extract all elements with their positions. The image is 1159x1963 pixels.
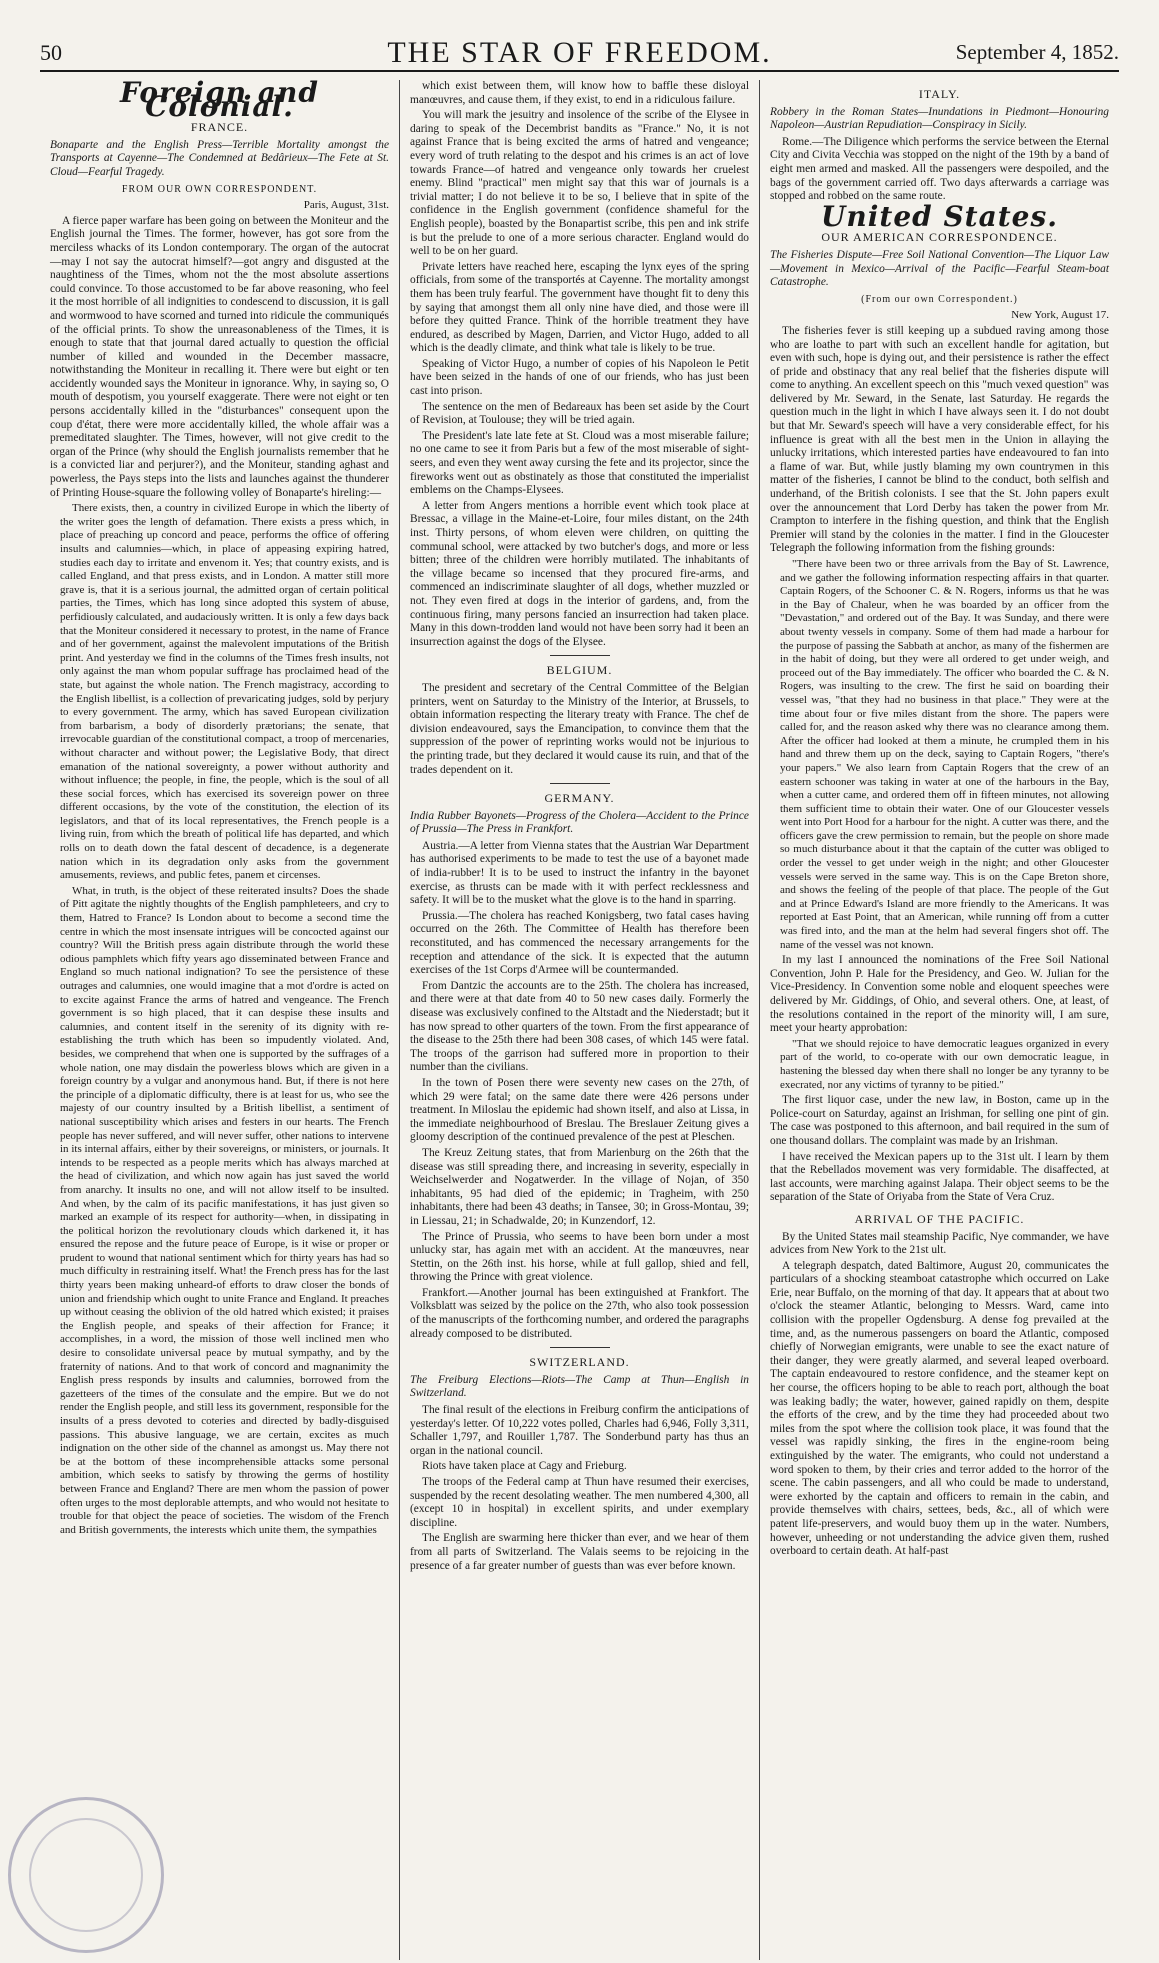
article-paragraph: There exists, then, a country in civilized Europe in which the liberty of the writer goes the length of defamation. There exists a press which, in place of preaching up concord and peace, performs the office of offering insults and calumnies—which, in place of appeasing expiring hatred, studies each day to irritate and envenom it. Yes; that country exists, and is called England, and that press exists, and in London. A matter still more grave is, that it is a serious journal, the admitted organ of certain political parties, the Times, which has long since adopted this system of abuse, perfidiously calculated, and audaciously written. It is only a few days back that the Moniteur considered it necessary to protest, in the name of France and of her government, against the malevolent imputations of the British print. And yesterday we find in the columns of the Times fresh insults, not only against the man whom popular suffrage has proclaimed head of the state, but against the whole nation. The French magistracy, according to the English libellist, is a collection of prevaricating judges, sold by perjury to every government. The army, which has saved European civilization from barbarism, a body of disorderly prætorians; the senate, that irrevocable guardian of the constitutional compact, a troop of mercenaries, without character and without power; the Legislative Body, that direct emanation of the national sovereignty, a power without authority and without influence; the people, in fine, the people, which is the soul of all these social forces, which has exercised its sovereign power on three different occasions, by the vote of the constitution, the election of its legislators, and that of its local representatives, the French people is a living ruin, from which the breath of political life has departed, and which rolls on to death down the fatal descent of decadence, is a degenerate nation which in its degradation only asks from the government amusements, reviews, and public fetes, panem et circenses. [60,502,389,882]
article-paragraph: From Dantzic the accounts are to the 25th. The cholera has increased, and there were at that date from 40 to 50 new cases daily. Formerly the disease was exclusively confined to the Altstadt and the Niederstadt; but it has now spread to other quarters of the town. From the first appearance of the disease to the 25th there had been 308 cases, of which 145 were fatal. The troops of the garrison had suffered more in proportion to their number than the civilians. [410,979,749,1074]
article-paragraph: The sentence on the men of Bedareaux has been set aside by the Court of Revision, at Toulouse; they will be tried again. [410,400,749,427]
us-summary: The Fisheries Dispute—Free Soil National Convention—The Liquor Law—Movement in Mexico—Arrival of the Pacific—Fearful Steam-boat Catastrophe. [770,248,1109,289]
article-paragraph: Riots have taken place at Cagy and Frieburg. [422,1460,627,1473]
page-number: 50 [40,40,62,65]
section-head-united-states: United States. [820,199,1059,233]
article-paragraph: Austria.—A letter from Vienna states that the Austrian War Department has authorised experiments to be made to test the use of a bayonet made of india-rubber! It is to be used to instruct the infantry in the bayonet exercise, as thrusts can be made with it with perfect recklessness and safety. It will be to the musket what the glove is to the hand in sparring. [410,839,749,907]
column-1 [40,80,399,1960]
us-correspondence-title: OUR AMERICAN CORRESPONDENCE. [821,230,1058,245]
article-paragraph: "There have been two or three arrivals from the Bay of St. Lawrence, and we gather the following information respecting affairs in that quarter. Captain Rogers, of the Schooner C. & N. Rogers, informs us that he was in the Bay of Chaleur, when he was boarded by an officer from the "Devastation," and ordered out of the Bay. It was Sunday, and there were about twenty vessels in company. Some of them had made a harbour for the purpose of passing the Sabbath at anchor, as many of the fishermen are in the habit of doing, but they were all ordered to get under weigh, and proceed out of the Bay immediately. The officer who boarded the C. & N. Rogers, was insulting to the crew. The first he said on boarding their vessel was, "that they had no business in that place." They were at the time about four or five miles distant from the shore. The papers were called for, and the reason asked why there was no clearance among them. After the officer had looked at them a minute, he crumpled them in his hand and threw them up on the deck, saying to Captain Rogers, "there's your papers." We also learn from Captain Rogers that the crew of an eastern schooner was taking in water at one of the harbours in the Bay, when a cutter came, and ordered them off in fifteen minutes, not allowing them sufficient time to obtain their water. One of our Gloucester vessels went into Port Hood for a harbour for the night. A cutter was there, and the officers gave the crew permission to remain, but the people on shore made so much disturbance about it that the captain of the cutter was obliged to order the vessel to get under weigh in the night; and other Gloucester vessels were served in the same way. This is on the Cape Breton shore, and shows the feeling of the people of that place. The people of the Gut and at Prince Edward's Island are more friendly to the Americans. It was reported at East Point, that an American, while running off from a cutter was fired into, and the man at the helm had several fingers shot off. The name of the vessel was not known. [780,558,1110,951]
section-head-foreign: Foreign and Colonial. [120,80,319,123]
france-title: FRANCE. [190,120,249,135]
divider [550,655,610,656]
article-paragraph: The Prince of Prussia, who seems to have been born under a most unlucky star, has again met with an accident. At the manœuvres, near Stettin, on the 26th inst. his horse, while at full gallop, shied and fell, throwing the Prince with great violence. [410,1230,749,1284]
germany-summary: India Rubber Bayonets—Progress of the Cholera—Accident to the Prince of Prussia—The Press in Frankfort. [410,809,749,836]
article-paragraph: The fisheries fever is still keeping up a subdued raving among those who are loathe to part with such an excellent handle for agitation, but even with such, hope is dying out, and their persistence is rather the effect of pride and obstinacy that any real belief that the fisheries dispute will come to anything. An excellent speech on this "much vexed question" was delivered by Mr. Seward, in the Senate, last Saturday. He regards the question much in the light in which I have always seen it. I do not doubt but that Mr. Seward's speech will have a very considerable effect, for his influence is great with all the best men in the Union in allaying the unlucky irritations, which interested parties have endeavoured to fan into a flame of war. But, while justly blaming my own countrymen in this matter of the fisheries, I cannot be blind to the conduct, both selfish and underhand, of the British colonists. I see that the St. John papers exult over the announcement that Lord Derby has taken the power from Mr. Crampton to interfere in the fishing question, and think that the English Premier will stand by the colonies in the matter. I find in the Gloucester Telegraph the following information from the fishing grounds: [770,324,1109,555]
switzerland-summary: The Freiburg Elections—Riots—The Camp at Thun—English in Switzerland. [410,1373,749,1400]
article-paragraph: I have received the Mexican papers up to the 31st ult. I learn by them that the Rebellados movement was very formidable. The disaffected, at last accounts, were marching against Jalapa. Their object seems to be the separation of the State of Oriyaba from the State of Vera Cruz. [770,1150,1109,1204]
article-paragraph: A letter from Angers mentions a horrible event which took place at Bressac, a village in the Maine-et-Loire, four miles distant, on the 24th inst. Thirty persons, of whom eleven were children, on quitting the communal school, were attacked by two butcher's dogs, and more or less bitten; three of the children were horribly mutilated. The inhabitants of the village became so incensed that they procured fire-arms, and commenced an indiscriminate slaughter of all dogs, whether muzzled or not. They even fired at dogs in the interior of gardens, and, from the continuous firing, many persons fancied an insurrection had taken place. Many in this down-trodden land would not have been sorry had it been an insurrection against the dogs of the Elysee. [410,499,749,648]
column-2 [399,80,759,1960]
france-source: FROM OUR OWN CORRESPONDENT. [121,183,318,195]
article-paragraph: In my last I announced the nominations of the Free Soil National Convention, John P. Hale for the Presidency, and Geo. W. Julian for the Vice-Presidency. In Convention some noble and eloquent speeches were delivered by Mr. Giddings, of Ohio, and several others. One, at least, of the resolutions contained in the report of the minority will, I am sure, meet your hearty approbation: [770,954,1109,1035]
article-paragraph: which exist between them, will know how to baffle these disloyal manœuvres, and cause them, if they exist, to end in a ridiculous failure. [410,80,749,106]
article-paragraph: A telegraph despatch, dated Baltimore, August 20, communicates the particulars of a shocking steamboat catastrophe which occurred on Lake Erie, near Buffalo, on the morning of that day. It appears that at about two o'clock the steamer Atlantic, belonging to Messrs. Ward, came into collision with the propeller Ogdensburg. A dense fog prevailed at the time, and, as the numerous passengers on board the Atlantic, composed chiefly of Norwegian emigrants, were unable to see the exact nature of their danger, they were greatly alarmed, and several leaped overboard. The captain endeavoured to restore confidence, and the steamer kept on her course, the officers hoping to be able to reach port, although the boat was leaking badly; the water, however, gained rapidly on them, despite the efforts of the crew, and by the time they had proceeded about two miles from the spot where the collision took place, it was found that the vessel was rapidly sinking, the fires in the engine-room being extinguished by the water. The emigrants, who could not understand a word spoken to them, by their cries and terror added to the horror of the scene. The cabin passengers, and all who could be made to understand, were exhorted by the captain and officers to remain in the cabin, and provide themselves with chairs, settees, beds, &c., all of which were patent life-preservers, and would buoy them up in the water. Numbers, however, unheeding or not understanding the advice given them, rushed overboard to certain death. At half-past [770,1259,1109,1558]
masthead [40,0,1119,72]
article-paragraph: You will mark the jesuitry and insolence of the scribe of the Elysee in daring to speak of the Decembrist bandits as "France." No, it is not against France that is being excited the arms of hatred and vengeance; every word of truth relating to the despot and his crimes is an act of love towards France—of hatred and vengeance only towards her cruelest enemy. Blind "practical" men might say that this war of journals is a trivial matter; I do not believe it to be so, I believe that in spite of the confidence in the English government (confidence shameful for the English people), boasted by the Bonapartist scribe, this pen and ink strife is but the prelude to one of a more serious character. England would do well to be on her guard. [410,109,749,258]
article-paragraph: By the United States mail steamship Pacific, Nye commander, we have advices from New York to the 21st ult. [770,1230,1109,1257]
divider [550,783,610,784]
article-paragraph: What, in truth, is the object of these reiterated insults? Does the shade of Pitt agitate the nightly thoughts of the English pamphleteers, and cry to them, Hatred to France? Is London about to become a second time the centre in which the most insensate intrigues will be concocted against our country? Will the British press again distribute through the world these odious pamphlets which fifty years ago disseminated between France and England so much national indignation? To see the persistence of these outrages and calumnies, one would imagine that a mot d'ordre is acted on to excite against France the arms of hatred and vengeance. The French government is so high placed, that it can despise these insults and calumnies, and content itself in the serenity of its dignity with re-establishing the truth which has been so impudently violated. And, besides, we comprehend that when one is supported by the suffrages of a whole nation, one may disdain the powerless blows which are given in a foreign country by a vulgar and anonymous hand. But, if there is not here the principle of a diplomatic difficulty, there is at least for us, who see the majesty of our country insulted by a British libellist, a sentiment of national susceptibility which arises and festers in our hearts. The French people has never suffered, and will never suffer, other nations to intervene in its internal affairs, either by their sovereigns, or ministers, or journals. It intends to be respected as a people merits which has always marched at the head of civilization, and which now again has just saved the world from anarchy. It insults no one, and will not allow itself to be insulted. And when, by the calm of its pacific manifestations, it has just given so marked an example of its respect for authority—when, in dissipating in the political horizon the revolutionary clouds which darkened it, it has ensured the repose and the future peace of Europe, is it wise or proper or prudent to wound that national sentiment which for thirty years has had so much difficulty in restraining itself. What! the French press has for the last thirty years been making unheard-of efforts to draw closer the bonds of union and friendship which ought to unite France and England. It preaches up without ceasing the oblivion of the old hatred which existed; it praises the English people, and speaks of their affection for France; it accomplishes, in a word, the mission of those well inclined men who desire to consolidate universal peace by mutual sympathy, and by the fraternity of nations. And to that work of concord and magnanimity the English press responds by insults and calumnies, borrowed from the gazetteers of the times of the consulate and the empire. But we do not render the English people, and still less its government, responsible for the insults of a press devoted to coteries and directed by badly-disguised passions. This abusive language, we are certain, excites as much indignation on the other side of the channel as amongst us. May there not be at the bottom of these incomprehensible attacks some personal ambition, which seeks to satisfy by throwing the germs of hostility between France and England? There are men whom the passion of power often urges to the most deplorable attempts, and who would not hesitate to trouble for that object the peace of societies. The wisdom of the French and British governments, the interests which unite them, the sympathies [60,884,389,1536]
pacific-title: ARRIVAL OF THE PACIFIC. [854,1211,1025,1226]
issue-date: September 4, 1852. [955,40,1119,64]
article-paragraph: The Kreuz Zeitung states, that from Marienburg on the 26th that the disease was still spreading there, and increasing in severity, especially in Weichselwerder and Nogatwerder. In the village of Nojan, of 350 inhabitants, 95 had died of the epidemic; in Tragheim, with 250 inhabitants, there had been 43 deaths; in Tansee, 30; in Gross-Montau, 39; in Liessau, 21; in Schadwalde, 20; in Kunzendorf, 12. [410,1146,749,1227]
article-paragraph: Speaking of Victor Hugo, a number of copies of his Napoleon le Petit have been seized in the hands of one of our friends, who has just been cast into prison. [410,357,749,398]
divider [550,1347,610,1348]
article-paragraph: "That we should rejoice to have democratic leagues organized in every part of the world, to co-operate with our own democratic league, in hastening the blessed day when there shall no longer be any tyranny to be execrated, nor any victims of tyranny to be pitied." [780,1037,1109,1091]
column-3 [759,80,1119,1960]
article-paragraph: Private letters have reached here, escaping the lynx eyes of the spring officials, from some of the transportés at Cayenne. The mortality amongst them has been truly fearful. The government have thought fit to deny this by saying that amongst them all only nine have died, and those were ill before they quitted France. Think of the horrible treatment they have endured, as described by Magen, Darrien, and Victor Hugo, added to all which is the deadly climate, and think what tale is likely to be true. [410,260,749,355]
italy-title: ITALY. [918,87,961,101]
france-place: Paris, August, 31st. [303,199,389,212]
article-paragraph: Prussia.—The cholera has reached Konigsberg, two fatal cases having occurred on the 26th. The Committee of Health has therefore been reconstituted, and has commenced the necessary arrangements for the reception and attendance of the sick. It is expected that the autumn exercises of the 1st Corps d'Armee will be countermanded. [410,909,749,977]
article-paragraph: The first liquor case, under the new law, in Boston, came up in the Police-court on Saturday, against an Irishman, for selling one pint of gin. The case was postponed to this afternoon, and bail required in the sum of one thousand dollars. The complaint was made by an Irishman. [770,1094,1109,1147]
newspaper-title: THE STAR OF FREEDOM. [387,36,772,69]
article-paragraph: A fierce paper warfare has been going on between the Moniteur and the English journal the Times. The former, however, has got sore from the merciless whacks of its London contemporary. The organ of the autocrat—may I not say the autocrat himself?—got angry and disgusted at the naughtiness of the Times, whom not the the most absolute assertions could convince. To those accustomed to be far above reasoning, who feel it the most horrible of all indignities to condescend to discussion, it is gall and wormwood to have scorned and turned into ridicule the communiqués of the official prints. To show the unreasonableness of the Times, it is enough to state that that journal dared actually to question the official number of killed and wounded in the December massacre, notwithstanding the Moniteur in recalling it. There were but eight or ten accidently wounded says the Moniteur in ignorance. Why, in saying so, O mouth of despotism, you yourself exaggerate. There were not eight or ten persons accidentally killed in the "disturbances" consequent upon the coup d'état, there were more accidentally killed, the whole affair was a premeditated slaughter. The Times, however, will not give credit to the organ of the Prince (why should the English journalists remember that he is a convicted liar and perjurer?), and the Moniteur, standing aghast and powerless, the Pays steps into the lists and launches against the thunderer of Printing House-square the following volley of Bonaparte's hireling:— [50,214,389,499]
france-summary: Bonaparte and the English Press—Terrible Mortality amongst the Transports at Cayenne—The Condemned at Bedârieux—The Fete at St. Cloud—Fearful Tragedy. [50,138,389,178]
italy-summary: Robbery in the Roman States—Inundations in Piedmont—Honouring Napoleon—Austrian Repudiation—Conspiracy in Sicily. [770,105,1109,132]
article-paragraph: Frankfort.—Another journal has been extinguished at Frankfort. The Volksblatt was seized by the police on the 27th, who also took possession of the manuscripts of the forthcoming number, and ordered the paragraphs already composed to be distributed. [410,1286,749,1340]
article-paragraph: Rome.—The Diligence which performs the service between the Eternal City and Civita Vecchia was stopped on the night of the 19th by a band of eight men armed and masked. All the passengers were despoiled, and the bags of the government carried off. Two days afterwards a carriage was stopped and robbed on the same route. [770,135,1109,203]
columns [40,80,1119,1960]
article-paragraph: The president and secretary of the Central Committee of the Belgian printers, went on Saturday to the Ministry of the Interior, at Brussels, to obtain information respecting the literary treaty with France. The chef de division endeavoured, says the Emancipation, to convince them that the suppression of the power of reprinting works would not be injurious to the printing trade, but they declared it would cause its ruin, and that of the trades dependent on it. [410,681,749,776]
article-paragraph: The English are swarming here thicker than ever, and we hear of them from all parts of Switzerland. The Valais seems to be rejoicing in the presence of a far greater number of guests than was ever before known. [410,1532,749,1572]
article-paragraph: The final result of the elections in Freiburg confirm the anticipations of yesterday's letter. Of 10,222 votes polled, Charles had 6,946, Folly 3,311, Schaller 1,797, and Rouiller 1,787. The Sonderbund party has thus an organ in the national council. [410,1404,749,1457]
article-paragraph: The troops of the Federal camp at Thun have resumed their exercises, suspended by the recent desolating weather. The men numbered 4,300, all (except 10 in hospital) in excellent spirits, and under exemplary discipline. [410,1476,749,1529]
us-place: New York, August 17. [1011,309,1109,322]
article-paragraph: In the town of Posen there were seventy new cases on the 27th, of which 29 were fatal; on the same date there were 426 persons under treatment. In Miloslau the epidemic had shown itself, and also at Lissa, in the immediate neighbourhood of Breslau. The Breslauer Zeitung gives a gloomy description of the continued prevalence of the pest at Pleschen. [410,1076,749,1144]
switzerland-title: SWITZERLAND. [529,1355,630,1370]
us-source: (From our own Correspondent.) [861,293,1018,305]
germany-title: GERMANY. [544,791,615,806]
article-paragraph: The President's late late fete at St. Cloud was a most miserable failure; no one came to see it from Paris but a few of the most miserable of sight-seers, and even they went away cursing the fete and its projector, since the fireworks went out as obstinately as those that constituted the imperialist emblems on the Champs-Elysees. [410,429,749,497]
belgium-title: BELGIUM. [546,663,613,678]
